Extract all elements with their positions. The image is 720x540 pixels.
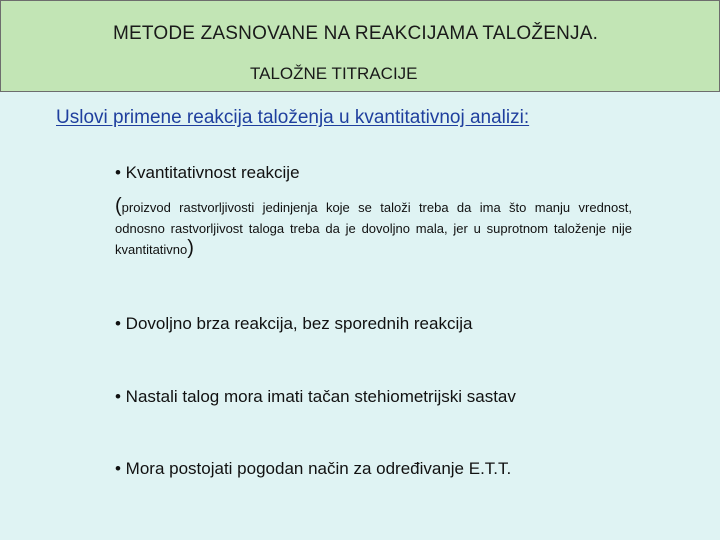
slide-title-secondary: TALOŽNE TITRACIJE [250, 64, 418, 83]
bullet-item: • Kvantitativnost reakcije [115, 163, 300, 182]
slide-title: METODE ZASNOVANE NA REAKCIJAMA TALOŽENJA. [113, 23, 599, 44]
bullet-note [115, 197, 632, 260]
note-close-paren: ) [187, 237, 194, 259]
bullet-item: • Nastali talog mora imati tačan stehiometrijski sastav [115, 387, 516, 406]
note-open-paren: ( [115, 195, 122, 217]
slide-header [0, 0, 720, 92]
section-subtitle: Uslovi primene reakcija taloženja u kvantitativnoj analizi: [56, 107, 530, 128]
bullet-item: • Dovoljno brza reakcija, bez sporednih reakcija [115, 314, 473, 333]
note-text: proizvod rastvorljivosti jedinjenja koje se taloži treba da ima što manju vrednost, odnosno rastvorljivost taloga treba da je dovoljno mala, jer u suprotnom taloženje nije kvantitativno [115, 200, 632, 257]
bullet-item: • Mora postojati pogodan način za određivanje E.T.T. [115, 459, 512, 478]
